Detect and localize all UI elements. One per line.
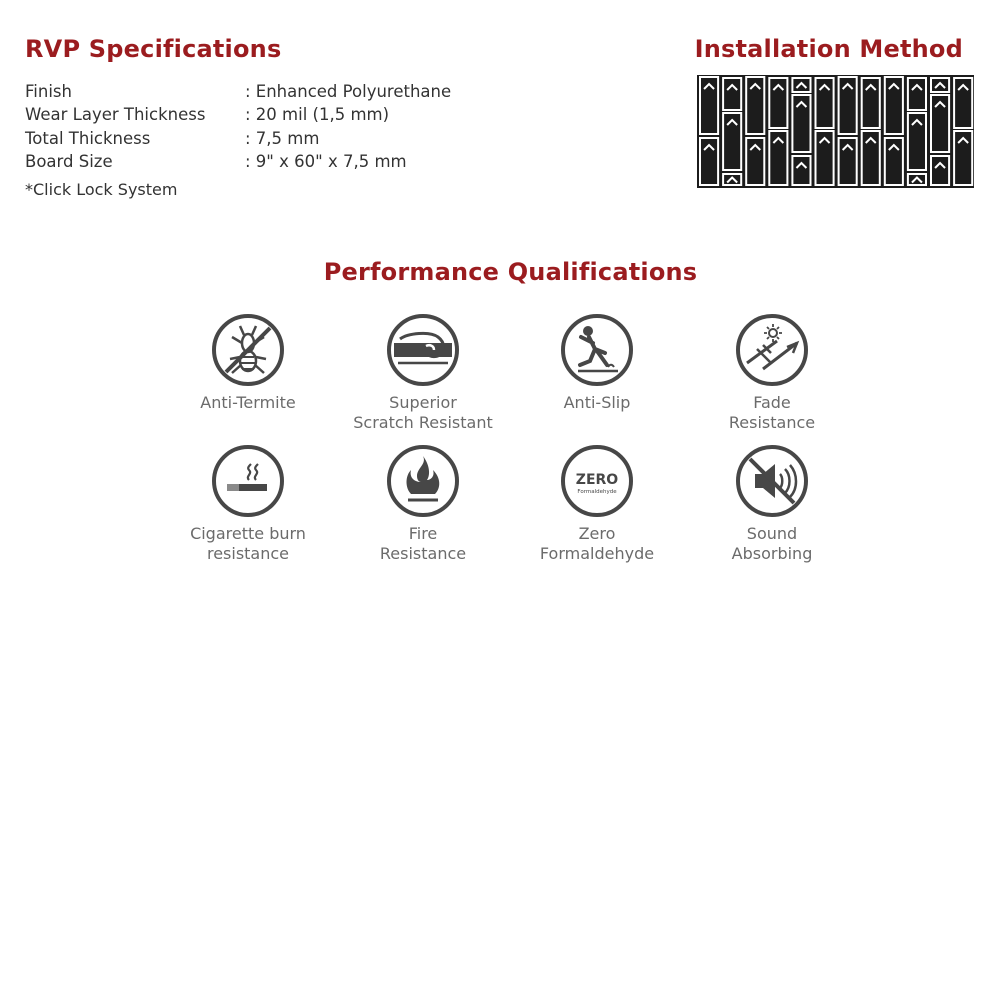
plank-fill — [793, 79, 809, 91]
plank-fill — [817, 132, 833, 184]
spec-label: Total Thickness — [25, 128, 151, 148]
perf-label: Zero Formaldehyde — [539, 524, 655, 563]
spec-value: : 7,5 mm — [245, 128, 320, 148]
formaldehyde-badge-text: Formaldehyde — [577, 489, 617, 495]
scratch-resistant-icon — [386, 313, 460, 387]
spec-label: Finish — [25, 82, 72, 101]
spec-row-finish — [25, 80, 451, 103]
perf-label: Fade Resistance — [728, 393, 816, 432]
plank-fill — [886, 78, 902, 133]
zero-badge-text: ZERO — [575, 472, 619, 488]
specifications-table — [25, 80, 451, 173]
plank-fill — [793, 157, 809, 184]
spec-value: : 9" x 60" x 7,5 mm — [245, 151, 407, 171]
plank-fill — [724, 79, 740, 109]
installation-diagram-icon — [697, 75, 974, 188]
installation-title: Installation Method — [694, 35, 963, 63]
cigarette-icon — [211, 444, 285, 518]
spec-value: : 20 mil (1,5 mm) — [245, 105, 390, 125]
muted-speaker-icon — [735, 444, 809, 518]
spec-row-board-size — [25, 150, 451, 173]
plank-fill — [724, 114, 740, 169]
specifications-title: RVP Specifications — [25, 35, 282, 63]
spec-value: : Enhanced Polyurethane — [245, 82, 452, 101]
perf-label: Superior Scratch Resistant — [353, 393, 493, 432]
plank-fill — [747, 78, 763, 133]
plank-fill — [932, 157, 948, 184]
zero-formaldehyde-icon — [560, 444, 634, 518]
plank-fill — [863, 132, 879, 184]
perf-label: Anti-Termite — [200, 393, 296, 412]
plank-fill — [932, 96, 948, 151]
plank-fill — [955, 132, 971, 184]
spec-row-total-thickness — [25, 127, 451, 150]
plank-fill — [793, 96, 809, 151]
spec-row-wear-layer — [25, 103, 451, 126]
plank-fill — [840, 78, 856, 133]
spec-label: Board Size — [25, 151, 113, 171]
plank-fill — [909, 79, 925, 109]
flame-icon — [386, 444, 460, 518]
no-termite-icon — [211, 313, 285, 387]
plank-fill — [770, 132, 786, 184]
perf-label: Sound Absorbing — [731, 524, 813, 563]
spec-label: Wear Layer Thickness — [25, 105, 206, 125]
slipping-person-icon — [560, 313, 634, 387]
plank-fill — [701, 78, 717, 133]
perf-label: Cigarette burn resistance — [190, 524, 306, 563]
click-lock-note: *Click Lock System — [25, 180, 178, 199]
perf-label: Fire Resistance — [379, 524, 467, 563]
perf-label: Anti-Slip — [563, 393, 631, 412]
sun-fade-icon — [735, 313, 809, 387]
plank-fill — [932, 79, 948, 91]
plank-fill — [909, 114, 925, 169]
herringbone-planks-diagram — [697, 75, 974, 188]
performance-title: Performance Qualifications — [323, 258, 698, 286]
